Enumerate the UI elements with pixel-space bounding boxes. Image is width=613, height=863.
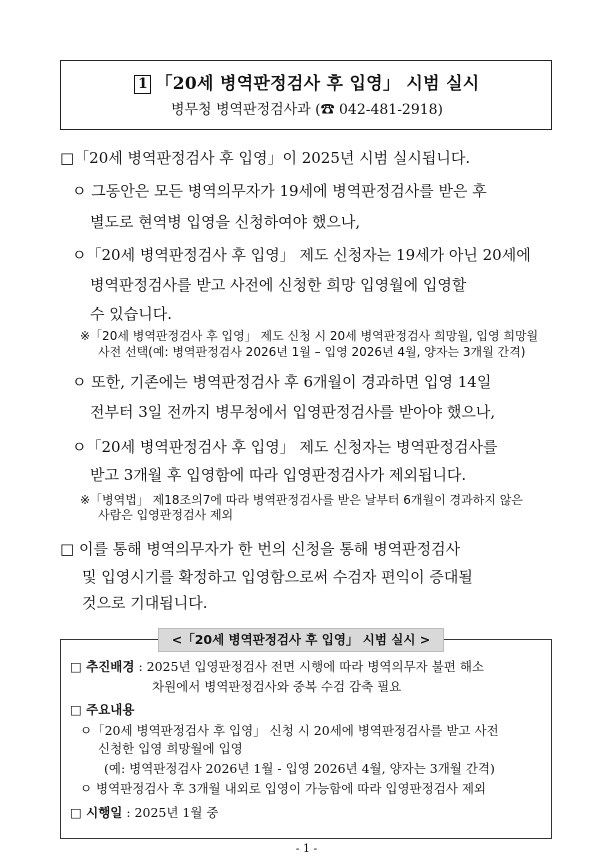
bullet-2-line-3: 수 있습니다.: [90, 305, 172, 323]
summary-content-line-4: ㅇ 병역판정검사 후 3개월 내외로 입영이 가능함에 따라 입영판정검사 제외: [80, 781, 486, 796]
note-2-line-1: ※「병역법」 제18조의7에 따라 병역판정검사를 받은 날부터 6개월이 경과하지 않은: [80, 493, 523, 507]
bullet-2-line-2: 병역판정검사를 받고 사전에 신청한 희망 입영월에 입영할: [90, 276, 467, 294]
note-2-line-2: 사람은 입영판정검사 제외: [98, 508, 234, 522]
bullet-1-line-1: ㅇ 그동안은 모든 병역의무자가 19세에 병역판정검사를 받은 후: [72, 182, 487, 200]
note-1-line-2: 사전 선택(예: 병역판정검사 2026년 1월 – 입영 2026년 4월, 양자는 3개월 간격): [98, 345, 526, 359]
paragraph-2-line-3: 것으로 기대됩니다.: [82, 594, 208, 612]
summary-content-line-1: ㅇ「20세 병역판정검사 후 입영」 신청 시 20세에 병역판정검사를 받고 사전: [80, 723, 499, 738]
bullet-4-line-1: ㅇ「20세 병역판정검사 후 입영」 제도 신청자는 병역판정검사를: [72, 438, 498, 456]
page-subtitle: 병무청 병역판정검사과 (☎ 042-481-2918): [170, 102, 444, 118]
bullet-1-line-2: 별도로 현역병 입영을 신청하여야 했으나,: [90, 213, 361, 231]
bullet-4-line-2: 받고 3개월 후 입영함에 따라 입영판정검사가 제외됩니다.: [90, 466, 467, 484]
paragraph-2-line-2: 및 입영시기를 확정하고 입영함으로써 수검자 편익이 증대될: [82, 568, 473, 586]
summary-background: [70, 657, 484, 677]
paragraph-1: □「20세 병역판정검사 후 입영」이 2025년 시범 실시됩니다.: [60, 149, 471, 167]
bullet-3-line-1: ㅇ 또한, 기존에는 병역판정검사 후 6개월이 경과하면 입영 14일: [72, 373, 492, 391]
paragraph-2-line-1: □ 이를 통해 병역의무자가 한 번의 신청을 통해 병역판정검사: [60, 540, 461, 558]
summary-background-text: : 2025년 입영판정검사 전면 시행에 따라 병역의무자 불편 해소: [134, 659, 484, 674]
bullet-3-line-2: 전부터 3일 전까지 병무청에서 입영판정검사를 받아야 했으나,: [90, 403, 496, 421]
title-box: [60, 60, 552, 130]
summary-date-text: : 2025년 1월 중: [122, 805, 219, 820]
title-text: 「20세 병역판정검사 후 입영」 시범 실시: [155, 74, 480, 94]
summary-background-line-2: 차원에서 병역판정검사와 중복 수검 감축 필요: [152, 679, 402, 694]
bullet-2-line-1: ㅇ「20세 병역판정검사 후 입영」 제도 신청자는 19세가 아닌 20세에: [72, 246, 531, 264]
summary-content-heading: □ 주요내용: [70, 702, 135, 717]
page-number: - 1 -: [295, 842, 318, 855]
section-number: 1: [134, 75, 151, 94]
summary-content-line-3: (예: 병역판정검사 2026년 1월 - 입영 2026년 4월, 양자는 3개월 간격): [104, 761, 495, 776]
summary-box-title: <「20세 병역판정검사 후 입영」 시범 실시 >: [158, 628, 444, 652]
summary-background-heading: □ 추진배경: [70, 659, 135, 674]
summary-content-line-2: 신청한 입영 희망월에 입영: [98, 741, 243, 756]
summary-date: [70, 803, 219, 823]
page-title: [61, 69, 553, 94]
summary-date-heading: □ 시행일: [70, 805, 123, 820]
note-1-line-1: ※「20세 병역판정검사 후 입영」 제도 신청 시 20세 병역판정검사 희망월, 입영 희망월: [80, 329, 539, 343]
